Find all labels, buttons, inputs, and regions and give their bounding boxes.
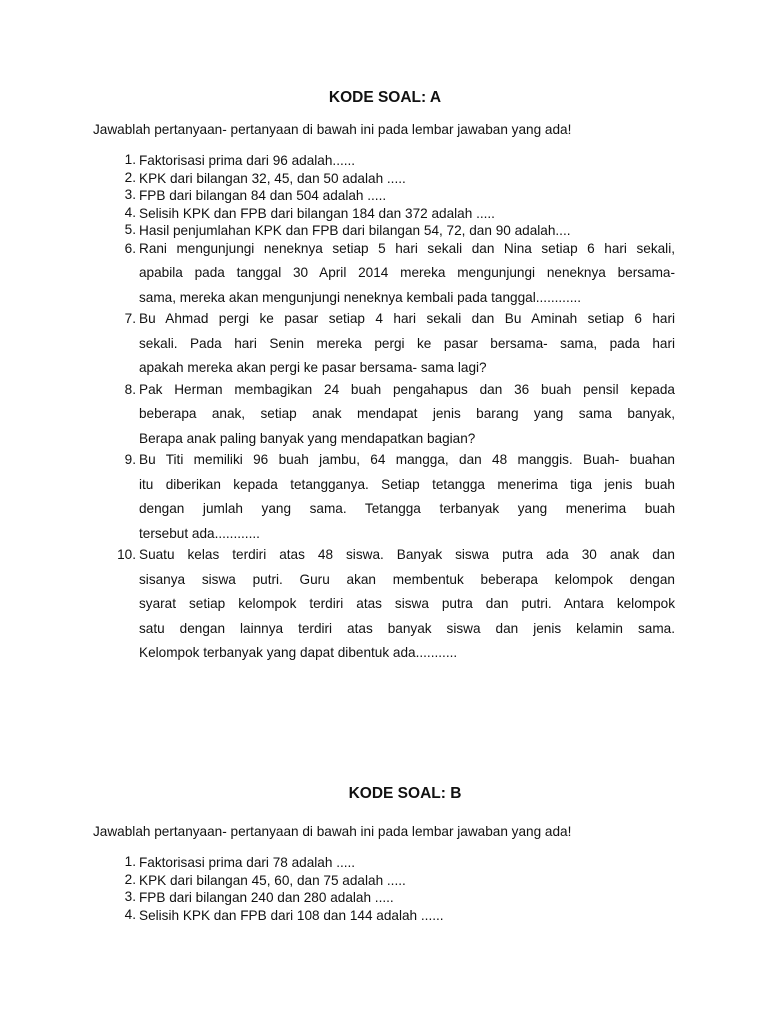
question-text — [139, 237, 675, 311]
question-a3 — [0, 187, 768, 205]
question-number: 2. — [124, 169, 136, 185]
question-line: Bu Titi memiliki 96 buah jambu, 64 mangga, dan 48 manggis. Buah- buahan — [139, 452, 675, 467]
question-line: sekali. Pada hari Senin mereka pergi ke pasar bersama- sama, pada hari — [139, 335, 675, 351]
section-b-instruction: Jawablah pertanyaan- pertanyaan di bawah ini pada lembar jawaban yang ada! — [93, 824, 572, 839]
question-line: itu diberikan kepada tetangganya. Setiap tetangga menerima tiga jenis buah — [139, 476, 675, 492]
question-text — [139, 378, 675, 452]
question-text — [139, 543, 675, 666]
question-a6 — [0, 240, 768, 314]
question-line: Bu Ahmad pergi ke pasar setiap 4 hari sekali dan Bu Aminah setiap 6 hari — [139, 311, 675, 326]
question-a9 — [0, 451, 768, 549]
question-number: 2. — [124, 871, 136, 887]
question-number: 4. — [124, 204, 136, 220]
question-line: Kelompok terbanyak yang dapat dibentuk ada........... — [139, 645, 458, 660]
question-line: Suatu kelas terdiri atas 48 siswa. Banyak siswa putra ada 30 anak dan — [139, 547, 675, 562]
question-line: dengan jumlah yang sama. Tetangga terbanyak yang menerima buah — [139, 501, 675, 516]
question-number: 7. — [124, 311, 136, 326]
question-text: Selisih KPK dan FPB dari 108 dan 144 adalah ...... — [139, 907, 444, 923]
question-text — [139, 448, 675, 546]
question-a10 — [0, 546, 768, 669]
question-text: Faktorisasi prima dari 96 adalah...... — [139, 153, 356, 168]
question-number: 8. — [124, 381, 136, 397]
question-line: Rani mengunjungi neneknya setiap 5 hari sekali dan Nina setiap 6 hari sekali, — [139, 240, 675, 256]
question-text: Selisih KPK dan FPB dari bilangan 184 dan 372 adalah ..... — [139, 205, 495, 221]
question-line: tersebut ada............ — [139, 525, 260, 541]
section-b-question-list — [0, 854, 768, 924]
question-b4 — [0, 907, 768, 925]
question-line: apabila pada tanggal 30 April 2014 mereka mengunjungi neneknya bersama- — [139, 265, 675, 280]
question-text: Hasil penjumlahan KPK dan FPB dari bilangan 54, 72, dan 90 adalah.... — [139, 223, 571, 238]
question-number: 3. — [124, 889, 136, 904]
question-a7 — [0, 310, 768, 384]
question-number: 6. — [124, 240, 136, 256]
question-b2 — [0, 872, 768, 890]
question-number: 3. — [124, 187, 136, 202]
section-a-question-list — [0, 152, 768, 666]
question-line: Pak Herman membagikan 24 buah pengahapus dan 36 buah pensil kepada — [139, 381, 675, 397]
question-a4 — [0, 205, 768, 223]
section-b-title: KODE SOAL: B — [348, 785, 462, 802]
question-line: beberapa anak, setiap anak mendapat jenis barang yang sama banyak, — [139, 406, 675, 421]
question-b3 — [0, 889, 768, 907]
question-line: sama, mereka akan mengunjungi neneknya kembali pada tanggal............ — [139, 289, 582, 305]
question-b1 — [0, 854, 768, 872]
question-number: 1. — [124, 854, 136, 869]
question-text: KPK dari bilangan 45, 60, dan 75 adalah ..... — [139, 872, 406, 888]
question-line: satu dengan lainnya terdiri atas banyak siswa dan jenis kelamin sama. — [139, 620, 675, 636]
question-text: FPB dari bilangan 240 dan 280 adalah ..... — [139, 890, 394, 905]
question-number: 1. — [124, 152, 136, 167]
question-text — [139, 307, 675, 381]
question-line: apakah mereka akan pergi ke pasar bersama- sama lagi? — [139, 360, 487, 375]
question-line: sisanya siswa putri. Guru akan membentuk beberapa kelompok dengan — [139, 571, 675, 587]
question-text: FPB dari bilangan 84 dan 504 adalah ..... — [139, 188, 387, 203]
question-line: Berapa anak paling banyak yang mendapatkan bagian? — [139, 430, 476, 446]
question-a1 — [0, 152, 768, 170]
question-number: 4. — [124, 906, 136, 922]
question-number: 10. — [117, 547, 136, 562]
question-text: Faktorisasi prima dari 78 adalah ..... — [139, 855, 356, 870]
section-a-title: KODE SOAL: A — [328, 89, 442, 106]
section-b — [0, 782, 768, 923]
question-number: 9. — [124, 452, 136, 467]
question-number: 5. — [124, 222, 136, 237]
section-a-instruction: Jawablah pertanyaan- pertanyaan di bawah ini pada lembar jawaban yang ada! — [93, 122, 572, 137]
question-a2 — [0, 170, 768, 188]
section-a — [0, 86, 768, 660]
question-a8 — [0, 381, 768, 455]
question-line: syarat setiap kelompok terdiri atas siswa putra dan putri. Antara kelompok — [139, 596, 675, 611]
question-text: KPK dari bilangan 32, 45, dan 50 adalah ..... — [139, 170, 406, 186]
